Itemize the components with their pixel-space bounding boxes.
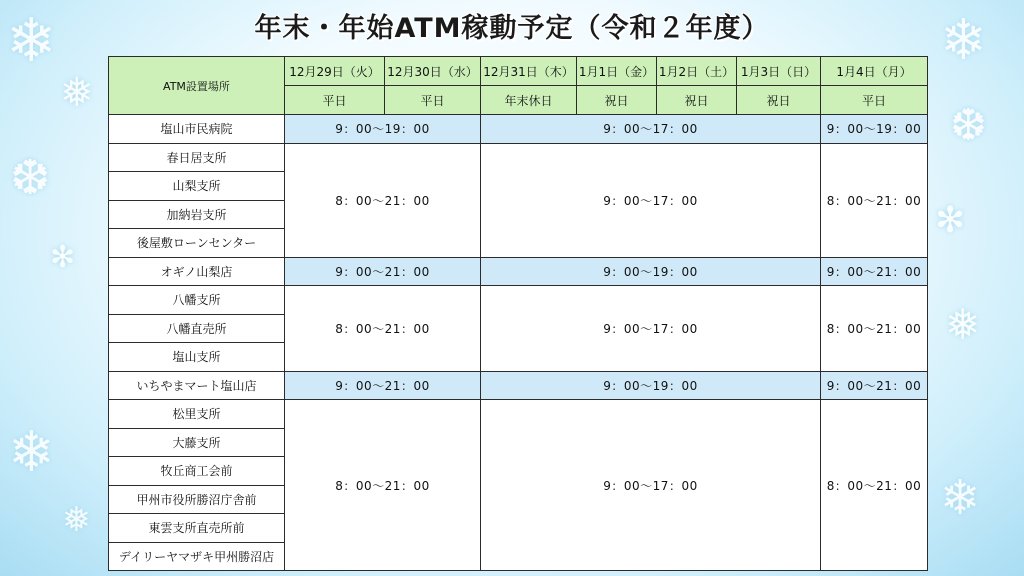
date-header: 1月3日（日）	[737, 57, 821, 86]
daytype-header: 祝日	[737, 86, 821, 115]
snowflake-icon: ❄	[940, 470, 981, 526]
snowflake-icon: ❄	[940, 8, 987, 73]
date-header: 12月30日（水）	[385, 57, 481, 86]
table-row	[109, 115, 928, 144]
hours-cell: 9：00～19：00	[821, 115, 928, 144]
hours-cell: 8：00～21：00	[285, 143, 481, 257]
location-cell: 塩山市民病院	[109, 115, 285, 144]
hours-cell: 9：00～17：00	[481, 143, 821, 257]
daytype-header: 祝日	[657, 86, 737, 115]
atm-schedule-table	[108, 56, 928, 571]
hours-cell: 9：00～21：00	[285, 371, 481, 400]
location-cell: 塩山支所	[109, 343, 285, 372]
hours-cell: 9：00～21：00	[821, 257, 928, 286]
hours-cell: 9：00～17：00	[481, 115, 821, 144]
daytype-header: 平日	[285, 86, 385, 115]
location-cell: 東雲支所直売所前	[109, 514, 285, 543]
date-header: 1月4日（月）	[821, 57, 928, 86]
location-cell: 八幡支所	[109, 286, 285, 315]
daytype-header: 年末休日	[481, 86, 577, 115]
hours-cell: 8：00～21：00	[821, 143, 928, 257]
location-cell: 牧丘商工会前	[109, 457, 285, 486]
hours-cell: 8：00～21：00	[285, 286, 481, 372]
snowflake-icon: ❄	[6, 6, 57, 76]
hours-cell: 9：00～17：00	[481, 400, 821, 571]
hours-cell: 9：00～19：00	[285, 115, 481, 144]
daytype-header: 平日	[821, 86, 928, 115]
location-cell: オギノ山梨店	[109, 257, 285, 286]
location-cell: 八幡直売所	[109, 314, 285, 343]
hours-cell: 9：00～17：00	[481, 286, 821, 372]
table-row	[109, 257, 928, 286]
snowflake-icon: ✻	[50, 240, 76, 275]
location-cell: 大藤支所	[109, 428, 285, 457]
date-header: 12月29日（火）	[285, 57, 385, 86]
location-cell: 後屋敷ローンセンター	[109, 229, 285, 258]
hours-cell: 9：00～21：00	[285, 257, 481, 286]
date-header: 1月1日（金）	[577, 57, 657, 86]
location-cell: デイリーヤマザキ甲州勝沼店	[109, 542, 285, 571]
hours-cell: 9：00～21：00	[821, 371, 928, 400]
snowflake-icon: ❅	[62, 500, 91, 540]
header-row-dates	[109, 57, 928, 86]
snowflake-icon: ✻	[935, 200, 966, 241]
snowflake-icon: ❄	[8, 420, 55, 485]
snowflake-icon: ❆	[950, 100, 987, 151]
hours-cell: 9：00～19：00	[481, 371, 821, 400]
location-header: ATM設置場所	[109, 57, 285, 115]
table-row	[109, 371, 928, 400]
hours-cell: 9：00～19：00	[481, 257, 821, 286]
table-row	[109, 143, 928, 172]
daytype-header: 祝日	[577, 86, 657, 115]
page-title: 年末・年始ATM稼動予定（令和２年度）	[254, 13, 770, 44]
snowflake-icon: ❅	[60, 70, 94, 116]
snowflake-icon: ❆	[10, 150, 51, 206]
date-header: 1月2日（土）	[657, 57, 737, 86]
location-cell: 山梨支所	[109, 172, 285, 201]
snowflake-icon: ❅	[945, 300, 981, 349]
daytype-header: 平日	[385, 86, 481, 115]
location-cell: 加納岩支所	[109, 200, 285, 229]
table-row	[109, 400, 928, 429]
hours-cell: 8：00～21：00	[821, 400, 928, 571]
table-row	[109, 286, 928, 315]
hours-cell: 8：00～21：00	[285, 400, 481, 571]
location-cell: いちやまマート塩山店	[109, 371, 285, 400]
hours-cell: 8：00～21：00	[821, 286, 928, 372]
date-header: 12月31日（木）	[481, 57, 577, 86]
location-cell: 甲州市役所勝沼庁舎前	[109, 485, 285, 514]
location-cell: 春日居支所	[109, 143, 285, 172]
location-cell: 松里支所	[109, 400, 285, 429]
